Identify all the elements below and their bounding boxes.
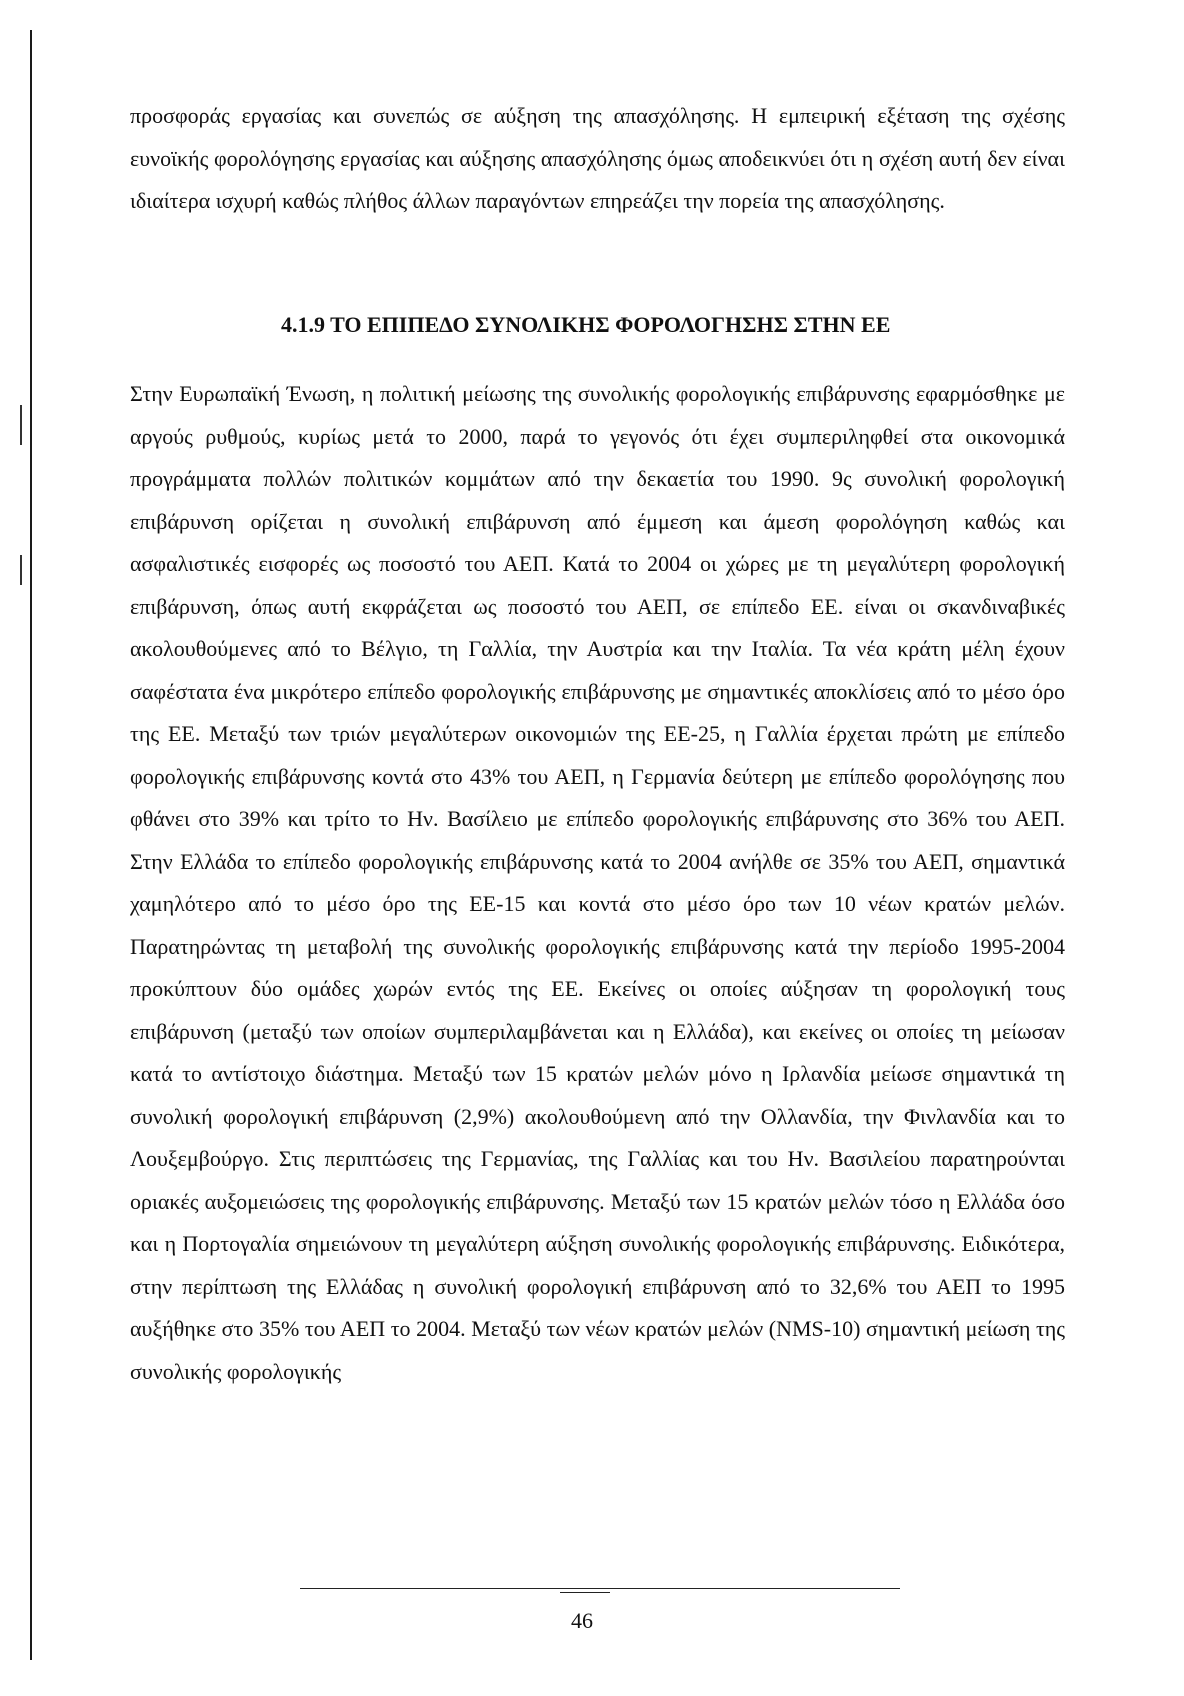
- footer-rule: [300, 1588, 900, 1589]
- page-number: 46: [571, 1608, 593, 1633]
- body-paragraph-2: Στην Ευρωπαϊκή Ένωση, η πολιτική μείωσης της συνολικής φορολογικής επιβάρυνσης εφαρμόσθηκε με αργούς ρυθμούς, κυρίως μετά το 2000, παρά το γεγονός ότι έχει συμπεριληφθεί στα οικονομικά προγράμματα πολλών πολιτικών κομμάτων από την δεκαετία του 1990. 9ς συνολική φορολογική επιβάρυνση ορίζεται η συνολική επιβάρυνση από έμμεση και άμεση φορολόγηση καθώς και ασφαλιστικές εισφορές ως ποσοστό του ΑΕΠ. Κατά το 2004 οι χώρες με τη μεγαλύτερη φορολογική επιβάρυνση, όπως αυτή εκφράζεται ως ποσοστό του ΑΕΠ, σε επίπεδο ΕΕ. είναι οι σκανδιναβικές ακολουθούμενες από το Βέλγιο, τη Γαλλία, την Αυστρία και την Ιταλία. Τα νέα κράτη μέλη έχουν σαφέστατα ένα μικρότερο επίπεδο φορολογικής επιβάρυνσης με σημαντικές αποκλίσεις από το μέσο όρο της ΕΕ. Μεταξύ των τριών μεγαλύτερων οικονομιών της ΕΕ-25, η Γαλλία έρχεται πρώτη με επίπεδο φορολογικής επιβάρυνσης κοντά στο 43% του ΑΕΠ, η Γερμανία δεύτερη με επίπεδο φορολόγησης που φθάνει στο 39% και τρίτο το Ην. Βασίλειο με επίπεδο φορολογικής επιβάρυνσης στο 36% του ΑΕΠ. Στην Ελλάδα το επίπεδο φορολογικής επιβάρυνσης κατά το 2004 ανήλθε σε 35% του ΑΕΠ, σημαντικά χαμηλότερο από το μέσο όρο της ΕΕ-15 και κοντά στο μέσο όρο των 10 νέων κρατών μελών. Παρατηρώντας τη μεταβολή της συνολικής φορολογικής επιβάρυνσης κατά την περίοδο 1995-2004 προκύπτουν δύο ομάδες χωρών εντός της ΕΕ. Εκείνες οι οποίες αύξησαν τη φορολογική τους επιβάρυνση (μεταξύ των οποίων συμπεριλαμβάνεται και η Ελλάδα), και εκείνες οι οποίες τη μείωσαν κατά το αντίστοιχο διάστημα. Μεταξύ των 15 κρατών μελών μόνο η Ιρλανδία μείωσε σημαντικά τη συνολική φορολογική επιβάρυνση (2,9%) ακολουθούμενη από την Ολλανδία, την Φινλανδία και το Λουξεμβούργο. Στις περιπτώσεις της Γερμανίας, της Γαλλίας και του Ην. Βασιλείου παρατηρούνται οριακές αυξομειώσεις της φορολογικής επιβάρυνσης. Μεταξύ των 15 κρατών μελών τόσο η Ελλάδα όσο και η Πορτογαλία σημειώνουν τη μεγαλύτερη αύξηση συνολικής φορολογικής επιβάρυνσης. Ειδικότερα, στην περίπτωση της Ελλάδας η συνολική φορολογική επιβάρυνση από το 32,6% του ΑΕΠ το 1995 αυξήθηκε στο 35% του ΑΕΠ το 2004. Μεταξύ των νέων κρατών μελών (NMS-10) σημαντική μείωση της συνολικής φορολογικής: [130, 381, 1065, 1384]
- scan-mark: [20, 555, 22, 585]
- scan-mark: [20, 405, 22, 445]
- footer-rule-short: [560, 1592, 610, 1593]
- section-heading: 4.1.9 ΤΟ ΕΠΙΠΕΔΟ ΣΥΝΟΛΙΚΗΣ ΦΟΡΟΛΟΓΗΣΗΣ ΣΤΗΝ ΕΕ: [281, 312, 891, 337]
- scan-border-line: [30, 30, 32, 1660]
- body-paragraph-1: προσφοράς εργασίας και συνεπώς σε αύξηση της απασχόλησης. Η εμπειρική εξέταση της σχέσης ευνοϊκής φορολόγησης εργασίας και αύξησης απασχόλησης όμως αποδεικνύει ότι η σχέση αυτή δεν είναι ιδιαίτερα ισχυρή καθώς πλήθος άλλων παραγόντων επηρεάζει την πορεία της απασχόλησης.: [130, 103, 1065, 213]
